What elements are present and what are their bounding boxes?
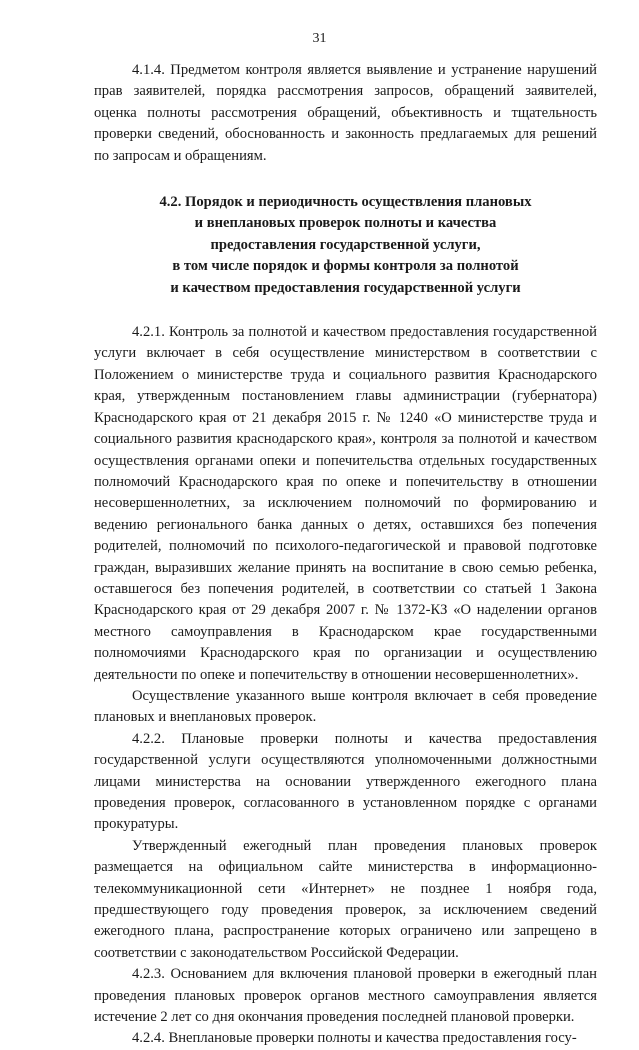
- section-heading-4-2: [94, 192, 597, 299]
- page-number: 31: [312, 31, 327, 46]
- paragraph-4-1-4: 4.1.4. Предметом контроля является выявление и устранение нарушений прав заявителей, порядка рассмотрения запросов, обращений заявителей, оценка полноты рассмотрения обращений, объективность и тщательность проверки сведений, обоснованность и законность предлагаемых для решений по запросам и обращениям.: [94, 62, 597, 164]
- document-body: [94, 60, 597, 1050]
- paragraph-4-2-1: 4.2.1. Контроль за полнотой и качеством предоставления государственной услуги включает в себя осуществление министерством в соответствии с Положением о министерстве труда и социального развития Краснодарского края, утвержденным постановлением главы администрации (губернатора) Краснодарского края от 21 декабря 2015 г. № 1240 «О министерстве труда и социального развития краснодарского края», контроля за полнотой и качеством осуществления органами опеки и попечительства отдельных государственных полномочий Краснодарского края по опеке и попечительству в отношении несовершеннолетних, за исключением полномочий по формированию и ведению регионального банка данных о детях, оставшихся без попечения родителей, полномочий по психолого-педагогической и правовой подготовке граждан, выразивших желание принять на воспитание в свою семью ребенка, оставшегося без попечения родителей, в соответствии со статьей 1 Закона Краснодарского края от 29 декабря 2007 г. № 1372-КЗ «О наделении органов местного самоуправления в Краснодарском крае государственными полномочиями Краснодарского края по организации и осуществлению деятельности по опеке и попечительству в отношении несовершеннолетних».: [94, 324, 597, 683]
- heading-line: и качеством предоставления государственной услуги: [170, 279, 521, 296]
- heading-line: предоставления государственной услуги,: [210, 236, 481, 253]
- paragraph-4-2-3: 4.2.3. Основанием для включения плановой проверки в ежегодный план проведения плановых проверок органов местного самоуправления является истечение 2 лет со дня окончания проведения последней плановой проверки.: [94, 966, 597, 1026]
- paragraph-annual-plan: Утвержденный ежегодный план проведения плановых проверок размещается на официальном сайте министерства в информационно-телекоммуникационной сети «Интернет» не позднее 1 ноября года, предшествующего году проведения проверок, за исключением сведений ежегодного плана, распространение которых ограничено или запрещено в соответствии с законодательством Российской Федерации.: [94, 837, 597, 961]
- paragraph-control-scope: Осуществление указанного выше контроля включает в себя проведение плановых и внеплановых проверок.: [94, 687, 597, 726]
- heading-line: и внеплановых проверок полноты и качества: [194, 215, 497, 232]
- paragraph-4-2-4: 4.2.4. Внеплановые проверки полноты и качества предоставления госу-: [132, 1030, 577, 1047]
- paragraph-4-2-2: 4.2.2. Плановые проверки полноты и качества предоставления государственной услуги осуществляются уполномоченными должностными лицами министерства на основании утвержденного ежегодного плана проведения проверок, согласованного в установленном порядке с органами прокуратуры.: [94, 730, 597, 833]
- heading-line: в том числе порядок и формы контроля за полнотой: [172, 258, 519, 275]
- heading-line: 4.2. Порядок и периодичность осуществления плановых: [159, 194, 532, 211]
